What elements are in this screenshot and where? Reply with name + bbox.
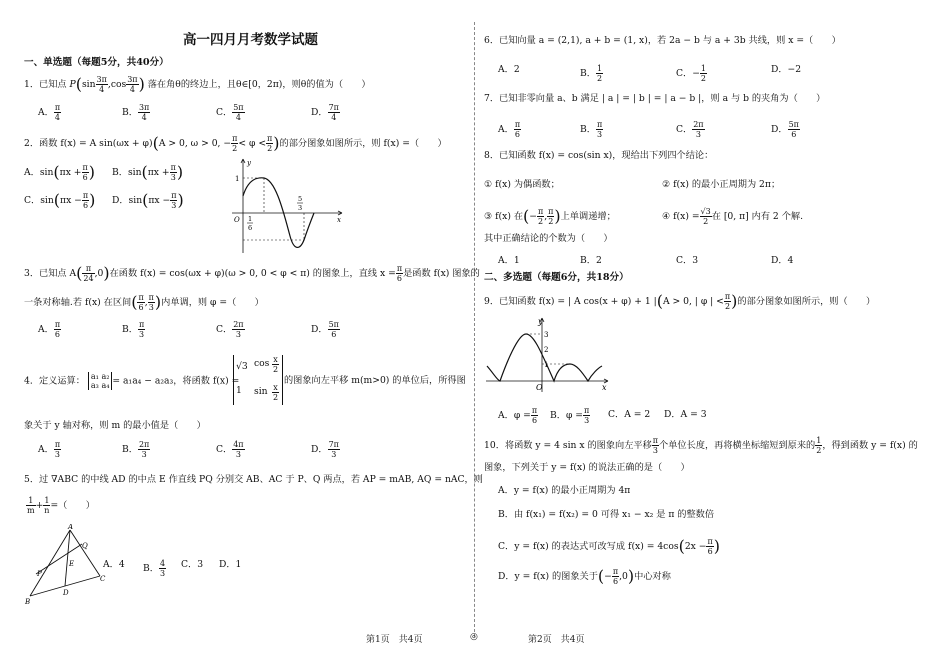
q2-origin-label: O (234, 216, 240, 224)
question-1-stem: 1．已知点 P(sin $\frac{3\pi}{4}$ ,cos $\frac{3\pi}{4}$ ) 落在角θ的终边上，且θ∈[0，2π)，则θ的值为（ ） (24, 74, 371, 94)
q1-sin: sin (81, 79, 96, 90)
q3-option-b: B． $\frac{\pi}{3}$ (122, 320, 145, 339)
q8-statement-4: ④ f(x) = $\frac{√3}{2}$ 在 [0, π] 内有 2 个解. (662, 207, 803, 226)
q8-statement-2: ② f(x) 的最小正周期为 2π； (662, 179, 781, 190)
question-7-stem: 7．已知非零向量 a、b 满足 | a | = | b | = | a − b |，则 a 与 b 的夹角为（ ） (484, 93, 826, 104)
q1-option-d: D． $\frac{7\pi}{4}$ (311, 103, 339, 122)
q2-option-b: B．sin(πx + $\frac{\pi}{3}$ ) (112, 162, 184, 182)
question-10-stem: 10．将函数 y = 4 sin x 的图象向左平移 $\frac{\pi}{3}$ 个单位长度，再将横坐标缩短到原来的 $\frac{1}{2}$ ，得到函数 y = f(x) 的 (484, 436, 918, 455)
q5-label-q: Q (82, 542, 88, 550)
question-6-stem: 6．已知向量 a = (2,1), a + b = (1, x)，若 2a − b 与 a + 3b 共线，则 x =（ ） (484, 35, 841, 46)
q4-stem-c: 的图象向左平移 m(m>0) 的单位后，所得图 (284, 375, 466, 386)
q4-matrix: √3 cos x 2 1 sin x 2 (233, 355, 283, 405)
q8-statement-3: ③ f(x) 在(− $\frac{\pi}{2}$ , $\frac{\pi}{2}$ )上单调递增； (484, 206, 616, 226)
question-5-stem: 5．过 ∇ABC 的中线 AD 的中点 E 作直线 PQ 分别交 AB、AC 于 P、Q 两点，若 AP = mAB, AQ = nAC，则 (24, 474, 483, 485)
q4-option-a: A． $\frac{\pi}{3}$ (38, 440, 61, 459)
q6-option-b: B． $\frac{1}{2}$ (580, 64, 603, 83)
q2-stem-b: 的部分图象如图所示，则 f(x) =（ ） (279, 138, 447, 149)
q9-option-b: B．φ = $\frac{\pi}{3}$ (550, 406, 590, 425)
q10-option-a: A．y = f(x) 的最小正周期为 4π (498, 485, 631, 496)
section-heading-single-choice: 一、单选题（每题5分，共40分） (24, 57, 169, 68)
q8-statement-1: ① f(x) 为偶函数； (484, 179, 560, 190)
question-5-expr: $\frac{1}{m}$ + $\frac{1}{n}$ =（ ） (27, 496, 95, 515)
q7-option-c: C． $\frac{2\pi}{3}$ (676, 120, 704, 139)
q1-option-b: B． $\frac{3\pi}{4}$ (122, 103, 150, 122)
q6-option-a: A．2 (498, 64, 520, 75)
question-3-stem: 3．已知点 A( $\frac{\pi}{24}$ ,0)在函数 f(x) = cos(ωx + φ)(ω > 0, 0 < φ < π) 的图象上，直线 x = $\frac{\pi}{6}$ 是函数 f(x) 图象的 (24, 263, 480, 283)
q2-stem-a: 2．函数 f(x) = A sin(ωx + φ) (24, 138, 153, 149)
q8-option-c: C．3 (676, 255, 699, 266)
q10-option-b: B．由 f(x₁) = f(x₂) = 0 可得 x₁ − x₂ 是 π 的整数倍 (498, 509, 715, 520)
q4-option-c: C． $\frac{4\pi}{3}$ (216, 440, 244, 459)
q2-option-a: A．sin(πx + $\frac{\pi}{6}$ ) (24, 162, 96, 182)
q2-option-c: C．sin(πx − $\frac{\pi}{6}$ ) (24, 190, 96, 210)
q5-label-a: A (68, 524, 74, 531)
q4-option-b: B． $\frac{2\pi}{3}$ (122, 440, 150, 459)
q9-abs-cos-graph (484, 314, 614, 394)
q3-option-a: A． $\frac{\pi}{6}$ (38, 320, 61, 339)
q1-stem-a: 1．已知点 (24, 79, 67, 90)
q7-option-b: B． $\frac{\pi}{3}$ (580, 120, 603, 139)
q2-tick-1: 1 (235, 175, 240, 183)
footer-page-left: 第1页 共4页 (366, 635, 423, 645)
q2-sine-graph (228, 156, 348, 256)
q2-option-d: D．sin(πx − $\frac{\pi}{3}$ ) (112, 190, 184, 210)
q9-tick-1: 1 (544, 361, 549, 369)
q9-tick-2: 2 (544, 346, 549, 354)
q9-option-c: C．A = 2 (608, 409, 651, 420)
q2-tick-1-6-num: 1 (248, 215, 253, 223)
footer-center-mark: ◎ (470, 632, 478, 642)
q9-x-label: x (602, 383, 607, 392)
q2-cond-b: < φ < (238, 138, 267, 149)
q9-tick-3: 3 (544, 331, 549, 339)
q8-option-a: A．1 (498, 255, 520, 266)
q5-triangle-figure (22, 524, 108, 606)
q4-option-d: D． $\frac{7\pi}{3}$ (311, 440, 339, 459)
question-3-line2: 一条对称轴.若 f(x) 在区间( $\frac{\pi}{6}$ , $\frac{\pi}{3}$ )内单调，则 φ =（ ） (24, 292, 264, 312)
q1-stem-b: 落在角θ的终边上，且θ∈[0，2π)，则θ的值为（ ） (147, 79, 371, 90)
q5-option-d: D．1 (219, 559, 242, 570)
q1-option-a: A． $\frac{\pi}{4}$ (38, 103, 61, 122)
q10-option-d: D．y = f(x) 的图象关于(− $\frac{\pi}{6}$ ,0)中心对称 (498, 566, 671, 586)
q6-option-d: D．−2 (771, 64, 802, 75)
q1-frac-2: $\frac{3\pi}{4}$ (127, 75, 138, 94)
q2-tick-5-3-den: 3 (298, 204, 303, 212)
q5-label-b: B (25, 598, 31, 606)
question-10-line2: 图象，下列关于 y = f(x) 的说法正确的是（ ） (484, 462, 690, 473)
question-9-stem: 9．已知函数 f(x) = | A cos(x + φ) + 1 |(A > 0, | φ | < $\frac{\pi}{2}$ )的部分图象如图所示，则（ ） (484, 291, 876, 311)
q2-tick-5-3-num: 5 (298, 195, 303, 203)
q6-option-c: C．− $\frac{1}{2}$ (676, 64, 707, 83)
q5-label-p: P (37, 570, 42, 578)
q3-option-d: D． $\frac{5\pi}{6}$ (311, 320, 339, 339)
question-8-stem: 8．已知函数 f(x) = cos(sin x)，现给出下列四个结论： (484, 150, 714, 161)
q2-y-label: y (247, 159, 251, 167)
q9-origin-label: O (536, 383, 543, 392)
q5-label-c: C (100, 575, 106, 583)
q8-option-b: B．2 (580, 255, 602, 266)
section-heading-multi-choice: 二、多选题（每题6分，共18分） (484, 272, 629, 283)
q5-label-e: E (69, 560, 75, 568)
q5-option-a: A．4 (103, 559, 125, 570)
q8-ask: 其中正确结论的个数为（ ） (484, 233, 613, 244)
q1-frac-1: $\frac{3\pi}{4}$ (96, 75, 107, 94)
question-2-stem: 2．函数 f(x) = A sin(ωx + φ)(A > 0, ω > 0, − $\frac{\pi}{2}$ < φ < $\frac{\pi}{2}$ )的部分图象如图所示，则 f(x) =（ ） (24, 133, 447, 153)
q5-label-d: D (63, 589, 69, 597)
footer-page-right: 第2页 共4页 (528, 635, 585, 645)
q1-cos: ,cos (107, 79, 127, 90)
q5-option-b: B． $\frac{4}{3}$ (143, 559, 166, 578)
q9-option-a: A．φ = $\frac{\pi}{6}$ (498, 406, 538, 425)
q9-y-label: y (538, 317, 543, 326)
q1-option-c: C． $\frac{5\pi}{4}$ (216, 103, 244, 122)
page-title: 高一四月月考数学试题 (183, 32, 318, 48)
q4-determinant: a₁ a₂ a₃ a₄ (88, 372, 113, 390)
q7-option-a: A． $\frac{\pi}{6}$ (498, 120, 521, 139)
q7-option-d: D． $\frac{5\pi}{6}$ (771, 120, 799, 139)
question-4-stem: 4．定义运算： a₁ a₂ a₃ a₄ = a₁a₄ − a₂a₃，将函数 f(x) = (24, 372, 240, 390)
q10-option-c: C．y = f(x) 的表达式可改写成 f(x) = 4cos(2x − $\frac{\pi}{6}$ ) (498, 536, 720, 556)
q9-curve (487, 334, 602, 381)
q1-point: P (69, 79, 76, 90)
q9-option-d: D．A = 3 (664, 409, 707, 420)
column-divider (474, 22, 475, 637)
q2-tick-1-6-den: 6 (248, 224, 253, 232)
q8-option-d: D．4 (771, 255, 794, 266)
q2-cond-a: A > 0, ω > 0, − (158, 138, 232, 149)
q5-option-c: C．3 (181, 559, 204, 570)
q2-x-label: x (337, 216, 341, 224)
question-4-line2: 象关于 y 轴对称，则 m 的最小值是（ ） (24, 420, 206, 431)
q3-option-c: C． $\frac{2\pi}{3}$ (216, 320, 244, 339)
